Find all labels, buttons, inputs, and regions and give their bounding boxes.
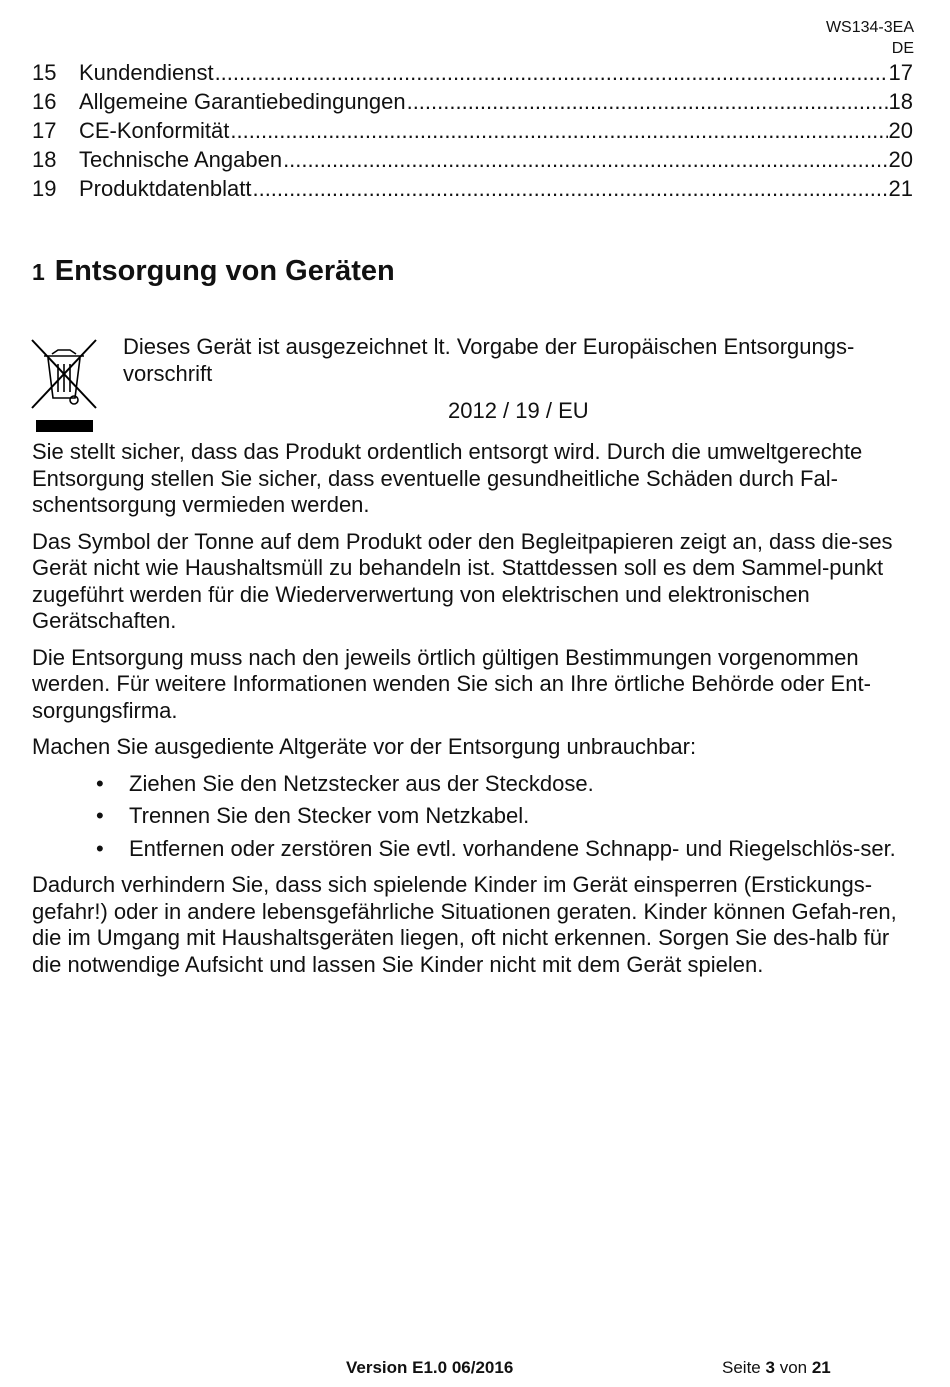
toc-entry-title: CE-Konformität: [79, 118, 230, 143]
page-number: [722, 1357, 831, 1379]
document-version: Version E1.0 06/2016: [346, 1358, 514, 1377]
toc-entry-number: 15: [32, 60, 57, 85]
toc-entry-number: 16: [32, 89, 57, 114]
toc-leader-dots: [230, 116, 887, 145]
list-item-text: Trennen Sie den Stecker vom Netzkabel.: [129, 803, 530, 828]
toc-leader-dots: [215, 58, 888, 87]
toc-entry-title: Technische Angaben: [79, 147, 283, 172]
toc-entry-number: 18: [32, 147, 57, 172]
total-pages: 21: [811, 1358, 831, 1377]
body-paragraph: Sie stellt sicher, dass das Produkt ordentlich entsorgt wird. Durch die umweltgerechte Entsorgung stellen Sie sicher, dass eventuelle gesundheitliche Schäden durch Fal-schentsorgung vermieden werden.: [32, 439, 863, 517]
crossed-out-wheelie-bin-icon: [30, 336, 98, 434]
list-item: [32, 803, 916, 830]
toc-entry-title: Kundendienst: [79, 60, 214, 85]
toc-entry-title: Allgemeine Garantiebedingungen: [79, 89, 406, 114]
list-item-text: Ziehen Sie den Netzstecker aus der Steckdose.: [129, 770, 594, 796]
toc-entry[interactable]: [32, 116, 913, 145]
page-label: Seite: [722, 1358, 761, 1377]
eu-directive-number: 2012 / 19 / EU: [448, 398, 589, 423]
toc-entry-page: 17: [888, 60, 913, 85]
model-number: WS134-3EA: [825, 19, 914, 36]
section-number: 1: [32, 259, 45, 285]
bullet-icon: •: [96, 770, 104, 796]
toc-entry-number: 19: [32, 176, 57, 201]
list-item: [32, 771, 916, 798]
toc-entry-number: 17: [32, 118, 57, 143]
toc-entry-page: 21: [888, 176, 913, 201]
toc-entry-title: Produktdatenblatt: [79, 176, 252, 201]
language-code: DE: [891, 40, 914, 57]
section-title: Entsorgung von Geräten: [54, 255, 395, 287]
page-of-label: von: [779, 1358, 808, 1377]
toc-entry-page: 18: [888, 89, 913, 114]
toc-entry[interactable]: [32, 58, 913, 87]
toc-entry[interactable]: [32, 145, 913, 174]
list-item-text: Entfernen oder zerstören Sie evtl. vorhandene Schnapp- und Riegelschlös-ser.: [129, 835, 896, 861]
body-paragraph: Die Entsorgung muss nach den jeweils örtlich gültigen Bestimmungen vorgenommen werden. Für weitere Informationen wenden Sie sich an Ihre örtliche Behörde oder Ent-sorgungsfirma.: [32, 644, 871, 723]
toc-leader-dots: [407, 87, 888, 116]
list-item: [32, 836, 916, 863]
bullet-icon: •: [96, 835, 104, 861]
toc-leader-dots: [252, 174, 887, 203]
toc-entry-page: 20: [888, 118, 913, 143]
toc-entry[interactable]: [32, 174, 913, 203]
closing-paragraph: Dadurch verhindern Sie, dass sich spielende Kinder im Gerät einsperren (Erstickungs-gefahr!) oder in andere lebensgefährliche Situationen geraten. Kinder können Gefah-ren, die im Umgang mit Haushaltsgeräten liegen, oft nicht erkennen. Sorgen Sie des-halb für die notwendige Aufsicht und lassen Sie Kinder nicht mit dem Gerät spielen.: [32, 872, 897, 977]
bullet-list: [32, 771, 916, 863]
document-header: [826, 17, 914, 59]
bullet-icon: •: [96, 803, 104, 828]
body-paragraph: Das Symbol der Tonne auf dem Produkt oder den Begleitpapieren zeigt an, dass die-ses Gerät nicht wie Haushaltsmüll zu behandeln ist. Stattdessen soll es dem Sammel-punkt zugeführt werden für die Wiederverwertung von elektrischen und elektronischen Gerätschaften.: [32, 528, 893, 633]
table-of-contents: [32, 58, 913, 203]
section-body: [32, 439, 916, 988]
weee-intro-text: Dieses Gerät ist ausgezeichnet lt. Vorgabe der Europäischen Entsorgungs-vorschrift: [123, 334, 855, 386]
toc-entry[interactable]: [32, 87, 913, 116]
current-page: 3: [765, 1358, 775, 1377]
toc-leader-dots: [283, 145, 887, 174]
toc-entry-page: 20: [888, 147, 913, 172]
section-heading: [32, 251, 395, 292]
body-paragraph: Machen Sie ausgediente Altgeräte vor der Entsorgung unbrauchbar:: [32, 734, 697, 759]
